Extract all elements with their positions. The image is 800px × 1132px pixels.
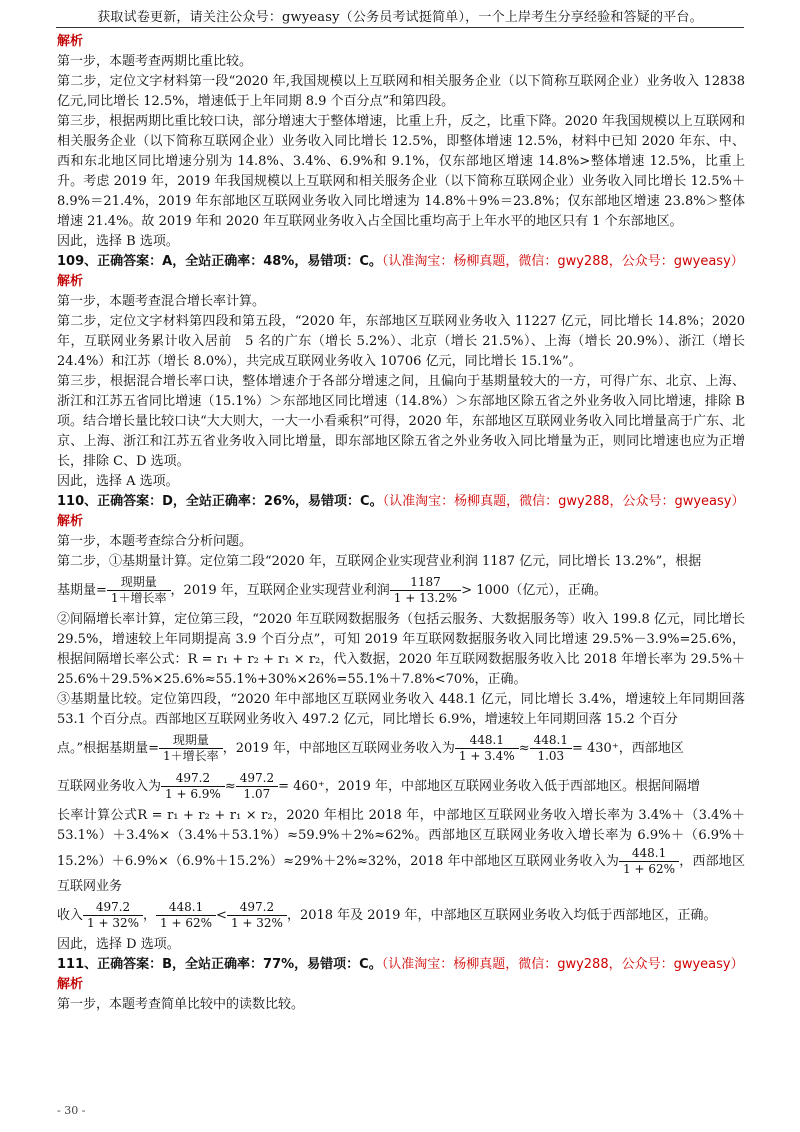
numerator: 448.1 xyxy=(530,733,572,749)
text-span: ，西部地区互联网业务 xyxy=(57,854,745,894)
math-text: = 430⁺ xyxy=(571,741,619,756)
text-span: ，2019 年，中部地区互联网业务收入低于西部地区。根据间隔增 xyxy=(324,779,701,794)
text-span: 点。”根据基期量= xyxy=(57,741,160,756)
text-span: （亿元），正确。 xyxy=(509,583,607,598)
fraction xyxy=(107,575,171,606)
numerator: 448.1 xyxy=(455,733,519,749)
text-span: ，2018 年及 2019 年，中部地区互联网业务收入均低于西部地区，正确。 xyxy=(286,908,717,923)
text-span: ，2020 年相比 2018 年，中部地区互联网业务收入增长率为 3.4%＋（3.4%＋53.1%）＋3.4%×（3.4%＋53.1%）≈59.9%＋2%≈62%。西部地区互联网业务收入增长率为 6.9%＋（6.9%＋15.2%）＋6.9%×（6.9%＋15.2%）≈29%＋2%≈32%，2018 年中部地区互联网业务收入为 xyxy=(57,808,745,869)
paragraph: 第二步，①基期量计算。定位第二段“2020 年，互联网企业实现营业利润 1187 亿元，同比增长 13.2%”，根据 xyxy=(57,554,702,569)
numerator: 448.1 xyxy=(619,846,679,862)
text-span: ，2019 年，互联网企业实现营业利润 xyxy=(170,583,390,598)
paragraph: 第一步，本题考查简单比较中的读数比较。 xyxy=(57,997,305,1012)
analysis-heading: 解析 xyxy=(57,274,84,289)
math-text: ≈ xyxy=(224,779,236,794)
paragraph xyxy=(57,610,745,690)
paragraph: 第三步，根据混合增长率口诀，整体增速介于各部分增速之间，且偏向于基期量较大的一方，可得广东、北京、上海、浙江和江苏五省同比增速（15.1%）＞东部地区同比增速（14.8%）＞东部地区除五省之外业务收入同比增速，排除 B 项。结合增长量比较口诀“大大则大，一大一小看乘积”可得，2020 年，东部地区互联网业务收入同比增量高于广东、北京、上海、浙江和江苏五省业务收入同比增量，即东部地区除五省之外业务收入同比增量为正，则同比增速也应为正增长，排除 C、D 选项。 xyxy=(57,374,745,469)
answer-line xyxy=(57,252,745,272)
fraction xyxy=(161,771,225,802)
answer-text: 109、正确答案：A，全站正确率：48%，易错项：C。 xyxy=(57,254,382,269)
header-divider xyxy=(56,27,744,28)
paragraph: 因此，选择 B 选项。 xyxy=(57,234,179,249)
math-text: ≈ xyxy=(518,741,530,756)
paragraph: 第二步，定位文字材料第一段“2020 年,我国规模以上互联网和相关服务企业（以下简称互联网企业）业务收入 12838 亿元,同比增长 12.5%，增速低于上年同期 8.9 个百分点”和第四段。 xyxy=(57,74,745,109)
denominator: 1＋增长率 xyxy=(110,591,167,605)
text-span: ，2019 年，中部地区互联网业务收入为 xyxy=(222,741,455,756)
formula-line: 收入 $\frac{497.2}{1 + 32\%}$ ， $\frac{448.1}{1 + 62\%}$ < $\frac{497.2}{1 + 32\%}$ ，2018 年及 2019 年，中部地区互联网业务收入均低于西部地区，正确。 xyxy=(57,900,717,930)
numerator: 497.2 xyxy=(83,900,143,916)
text-span: ，代入数据，2020 年互联网数据服务收入比 2018 年增长率为 29.5%＋25.6%＋29.5%×25.6%≈55.1%+30%×26%=55.1%＋7.8%<70%，正确。 xyxy=(57,652,745,687)
formula-line xyxy=(57,768,745,806)
answer-line xyxy=(57,955,745,975)
formula-line xyxy=(57,730,745,768)
answer-line xyxy=(57,492,745,512)
text-span: 基期量= xyxy=(57,583,107,598)
text-span: ②间隔增长率计算，定位第三段，“2020 年互联网数据服务（包括云服务、大数据服务等）收入 199.8 亿元，同比增长 29.5%，增速较上年同期提高 3.9 个百分点”，可知 2019 年互联网数据服务收入同比增速 29.5%－3.9%=25.6%，根据间隔增长率公式： xyxy=(57,612,745,667)
fraction xyxy=(530,733,572,764)
answer-text: 110、正确答案：D，全站正确率：26%，易错项：C。 xyxy=(57,494,383,509)
math-text: R = r₁ + r₂ + r₁ × r₂ xyxy=(137,808,273,823)
fraction xyxy=(159,733,223,764)
math-text: = 460⁺ xyxy=(278,779,325,794)
text-span: 收入 xyxy=(57,908,84,923)
answer-text: 111、正确答案：B，全站正确率：77%，易错项：C。 xyxy=(57,957,382,972)
paragraph: 第三步，根据两期比重比较口诀，部分增速大于整体增速，比重上升，反之，比重下降。2020 年我国规模以上互联网和相关服务企业（以下简称互联网企业）业务收入同比增长 12.5%，即整体增速 12.5%，材料中已知 2020 年东、中、西和东北地区同比增速分别为 14.8%、3.4%、6.9%和 9.1%，仅东部地区增速 14.8%>整体增速 12.5%，比重上升。考虑 2019 年，2019 年我国规模以上互联网和相关服务企业（以下简称互联网企业）业务收入同比增长 12.5%＋8.9%＝21.4%，2019 年东部地区互联网业务收入同比增速为 14.8%＋9%＝23.8%；仅东部地区增速 23.8%＞整体增速 21.4%。故 2019 年和 2020 年互联网业务收入占全国比重均高于上年水平的地区只有 1 个东部地区。 xyxy=(57,114,745,229)
denominator: 1 + 62% xyxy=(623,862,676,876)
numerator: 497.2 xyxy=(161,771,225,787)
analysis-heading: 解析 xyxy=(57,34,84,49)
paragraph: 因此，选择 D 选项。 xyxy=(57,937,180,952)
denominator: 1 + 62% xyxy=(160,916,213,930)
fraction xyxy=(390,575,461,606)
formula-line xyxy=(57,572,745,610)
fraction xyxy=(83,900,143,931)
numerator: 1187 xyxy=(390,575,461,591)
denominator: 1 + 3.4% xyxy=(458,749,515,763)
denominator: 1.07 xyxy=(243,787,271,801)
math-text: R = r₁ + r₂ + r₁ × r₂ xyxy=(187,652,321,667)
denominator: 1 + 6.9% xyxy=(165,787,221,801)
numerator: 现期量 xyxy=(159,733,223,749)
page-number: - 30 - xyxy=(57,1104,86,1117)
fraction xyxy=(227,900,287,931)
analysis-heading: 解析 xyxy=(57,514,84,529)
fraction xyxy=(619,846,679,877)
denominator: 1.03 xyxy=(537,749,565,763)
fraction xyxy=(156,900,216,931)
numerator: 448.1 xyxy=(156,900,216,916)
paragraph xyxy=(57,806,745,897)
promo-text: （认准淘宝：杨柳真题，微信：gwy288，公众号：gwyeasy） xyxy=(381,957,744,972)
paragraph: 第一步，本题考查两期比重比较。 xyxy=(57,54,253,69)
numerator: 497.2 xyxy=(236,771,278,787)
fraction xyxy=(455,733,519,764)
math-text: > 1000 xyxy=(461,583,510,598)
paragraph: 第一步，本题考查混合增长率计算。 xyxy=(57,294,266,309)
paragraph: 因此，选择 A 选项。 xyxy=(57,474,179,489)
content-body xyxy=(57,32,745,1015)
numerator: 现期量 xyxy=(107,575,171,591)
text-span: 长率计算公式 xyxy=(57,808,138,823)
denominator: 1 + 13.2% xyxy=(393,591,458,605)
paragraph: 第一步，本题考查综合分析问题。 xyxy=(57,534,253,549)
analysis-heading: 解析 xyxy=(57,977,84,992)
promo-text: （认准淘宝：杨柳真题，微信：gwy288，公众号：gwyeasy） xyxy=(382,494,745,509)
denominator: 1 + 32% xyxy=(87,916,140,930)
paragraph: ③基期量比较。定位第四段，“2020 年中部地区互联网业务收入 448.1 亿元，同比增长 3.4%，增速较上年同期回落 53.1 个百分点。西部地区互联网业务收入 497.2 亿元，同比增长 6.9%，增速较上年同期回落 15.2 个百分 xyxy=(57,692,745,727)
paragraph: 第二步，定位文字材料第四段和第五段，“2020 年，东部地区互联网业务收入 11227 亿元，同比增长 14.8%；2020 年，互联网业务累计收入居前 5 名的广东（增长 5.2%）、北京（增长 21.5%）、上海（增长 20.9%）、浙江（增长 24.4%）和江苏（增长 8.0%），共完成互联网业务收入 10706 亿元，同比增长 15.1%”。 xyxy=(57,314,745,369)
denominator: 1＋增长率 xyxy=(163,749,219,763)
denominator: 1 + 32% xyxy=(230,916,283,930)
text-span: ，西部地区 xyxy=(618,741,684,756)
text-span: 互联网业务收入为 xyxy=(57,779,162,794)
numerator: 497.2 xyxy=(227,900,287,916)
math-text: < xyxy=(216,908,227,923)
page-header: 获取试卷更新，请关注公众号：gwyeasy（公务员考试挺简单），一个上岸考生分享经验和答疑的平台。 xyxy=(97,10,703,25)
fraction xyxy=(236,771,278,802)
promo-text: （认准淘宝：杨柳真题，微信：gwy288，公众号：gwyeasy） xyxy=(381,254,744,269)
